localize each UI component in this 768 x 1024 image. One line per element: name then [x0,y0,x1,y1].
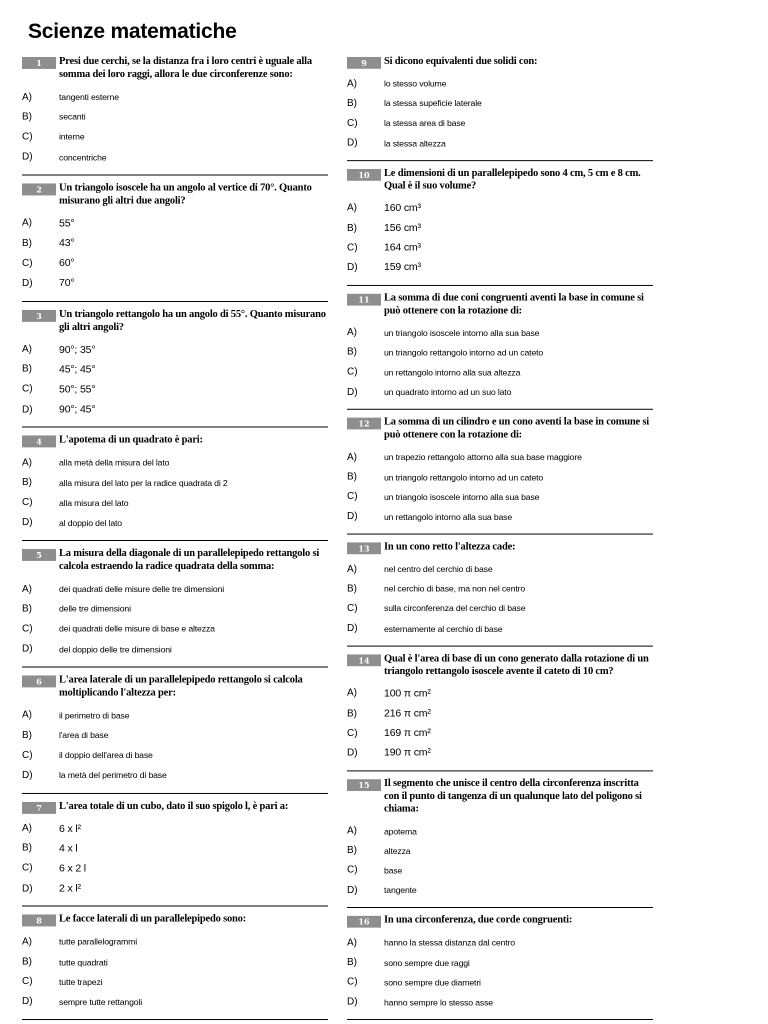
answer-option-letter: A) [347,937,357,949]
answer-option-letter: B) [347,347,357,358]
question-header [347,55,653,68]
answer-option-text: 159 cm³ [384,261,421,274]
answer-option-letter: A) [22,709,32,721]
question-text: L'area laterale di un parallelepipedo rettangolo si calcola moltiplicando l'altezza per: [59,674,303,699]
answer-option-letter: B) [347,957,357,968]
question-header [347,540,653,553]
answer-option-letter: B) [347,845,357,857]
answer-option [22,339,328,359]
answer-option [347,74,653,94]
answer-option-letter: C) [347,727,358,739]
answer-option-text: un quadrato intorno ad un suo lato [384,387,512,398]
answer-option-letter: C) [347,603,358,615]
answer-option [22,400,328,420]
answer-option [22,513,328,533]
answer-option [347,133,653,153]
answer-option-text: alla metà della misura del lato [59,457,170,468]
answer-option [347,382,653,402]
answer-option-letter: B) [22,364,32,375]
answer-option-text: nel cerchio di base, ma non nel centro [384,583,526,594]
question-text: Un triangolo rettangolo ha un angolo di 55°. Quanto misurano gli altri angoli? [59,308,326,333]
question-block [22,913,328,1020]
answer-option-text: sono sempre due diametri [384,977,481,988]
answer-option-letter: A) [22,936,32,948]
answer-option [347,94,653,114]
answer-option-letter: C) [347,976,358,988]
answer-option [22,273,328,293]
answer-option-letter: D) [22,643,33,655]
right-question-column [347,55,653,1020]
answer-option [347,933,653,953]
answer-option [347,723,653,743]
answer-option-letter: B) [347,98,357,109]
answer-option-letter: C) [22,863,33,875]
question-number-badge: 2 [22,183,56,195]
answer-option-text: lo stesso volume [384,78,447,89]
answer-option-text: 190 π cm² [384,747,431,760]
answer-option [347,113,653,133]
question-number-badge: 1 [22,57,56,69]
answer-option [22,579,328,599]
question-block [347,416,653,535]
answer-option-text: secanti [59,112,86,123]
question-text: Le facce laterali di un parallelepipedo sono: [59,913,246,925]
answer-option-text: alla misura del lato per la radice quadrata di 2 [59,477,228,488]
question-block [347,167,653,286]
answer-option [22,253,328,273]
answer-option [347,704,653,724]
answer-option [347,238,653,258]
answer-option-text: un triangolo rettangolo intorno ad un cateto [384,347,544,358]
question-block [22,434,328,541]
answer-option-letter: C) [347,366,358,378]
question-number-badge: 14 [347,654,381,666]
answer-option [347,218,653,238]
answer-option [347,953,653,973]
answer-option [22,359,328,379]
question-number-badge: 8 [22,915,56,927]
answer-option-text: 4 x l [59,842,78,855]
answer-option [22,87,328,107]
answer-option-text: sempre tutte rettangoli [59,997,142,1007]
question-header [347,291,653,317]
answer-option [22,213,328,233]
answer-option-text: tutte parallelogrammi [59,936,137,947]
answer-option-letter: D) [347,623,358,634]
answer-option-text: 43° [59,237,75,250]
answer-option-letter: C) [22,749,33,761]
answer-option-text: hanno la stessa distanza dal centro [384,937,515,948]
answer-option-text: sulla circonferenza del cerchio di base [384,603,526,614]
answer-option [22,599,328,619]
question-block [22,181,328,301]
answer-option [22,745,328,765]
answer-option-text: nel centro del cerchio di base [384,564,493,574]
question-header [22,181,328,207]
question-text: In un cono retto l'altezza cade: [384,541,516,553]
answer-option-letter: D) [22,883,33,895]
answer-option-letter: B) [22,956,32,968]
answer-option [22,972,328,992]
answer-option-letter: C) [347,491,358,503]
answer-option-text: il perimetro di base [59,710,130,721]
answer-option-text: 55° [59,217,75,230]
answer-option-letter: B) [22,111,32,123]
answer-option-letter: C) [347,117,358,129]
answer-option [22,765,328,785]
answer-option [22,952,328,972]
question-text: Presi due cerchi, se la distanza fra i loro centri è uguale alla somma dei loro raggi, allora le due circonferenze sono: [59,55,312,80]
question-text: Le dimensioni di un parallelepipedo sono 4 cm, 5 cm e 8 cm. Qual è il suo volume? [384,167,641,192]
answer-option-text: altezza [384,845,411,856]
answer-option-letter: D) [347,511,358,523]
answer-option [347,599,653,619]
answer-option-letter: D) [22,404,33,416]
answer-option-text: la metà del perimetro di base [59,770,167,781]
answer-option-text: un rettangolo intorno alla sua altezza [384,367,521,378]
answer-option [22,107,328,127]
answer-option-text: al doppio del lato [59,518,122,528]
answer-option-letter: B) [22,843,32,854]
answer-option-letter: D) [347,137,358,149]
question-text: In una circonferenza, due corde congruenti: [384,915,573,926]
answer-option-letter: B) [347,708,357,719]
question-text: L'apotema di un quadrato è pari: [59,434,203,446]
answer-option-letter: A) [347,78,357,89]
question-text: Si dicono equivalenti due solidi con: [384,55,538,67]
answer-option-text: base [384,865,403,876]
question-number-badge: 3 [22,309,56,321]
answer-option-text: un trapezio rettangolo attorno alla sua base maggiore [384,452,582,463]
question-number-badge: 16 [347,916,381,928]
answer-option-text: tangenti esterne [59,91,119,102]
answer-option-letter: A) [347,451,357,463]
question-number-badge: 13 [347,542,381,554]
answer-option-letter: C) [22,131,33,143]
answer-option-text: un triangolo isoscele intorno alla sua base [384,492,540,502]
answer-option-text: 169 π cm² [384,727,431,740]
answer-option [22,380,328,400]
answer-option [347,619,653,639]
answer-option-letter: B) [347,471,357,483]
question-text: La somma di un cilindro e un cono aventi la base in comune si può ottenere con la rotazione di: [384,416,650,441]
answer-option [347,972,653,992]
question-text: La somma di due coni congruenti aventi la base in comune si può ottenere con la rotazione di: [384,292,644,316]
question-header [22,547,328,573]
question-header [347,652,653,678]
question-header [22,913,328,926]
question-block [22,799,328,906]
answer-option-text: la stessa area di base [384,118,466,129]
answer-option [347,323,653,343]
question-number-badge: 15 [347,779,381,791]
question-header [22,434,328,447]
answer-option-letter: C) [22,497,33,509]
answer-option-text: sono sempre due raggi [384,957,470,968]
answer-option-text: concentriche [59,152,107,163]
question-header [22,55,328,81]
question-text: L'area totale di un cubo, dato il suo spigolo l, è pari a: [59,800,289,812]
answer-option [347,821,653,841]
answer-option [22,818,328,838]
answer-option-letter: B) [22,477,32,489]
answer-option-letter: C) [22,384,33,396]
answer-option-text: interne [59,132,85,143]
answer-option-letter: D) [347,885,358,896]
answer-option [347,362,653,382]
answer-option-text: tangente [384,885,417,896]
question-block [347,652,653,771]
left-question-column [22,55,328,1020]
answer-option [347,198,653,218]
answer-option-text: apotema [384,826,417,836]
answer-option-text: 70° [59,277,75,290]
answer-option-text: tutte quadrati [59,956,108,967]
answer-option-letter: D) [22,517,33,529]
question-header [347,777,653,815]
answer-option [347,841,653,861]
answer-option [22,473,328,493]
answer-option-letter: D) [22,151,33,163]
question-number-badge: 11 [347,293,381,305]
answer-option-text: l'area di base [59,730,109,741]
question-text: Qual è l'area di base di un cono generato dalla rotazione di un triangolo rettangolo isoscele avente il cateto di 10 cm? [384,653,649,677]
answer-option [347,861,653,881]
answer-option [347,743,653,763]
question-text: La misura della diagonale di un parallelepipedo rettangolo si calcola estraendo la radice quadrata della somma: [59,547,320,572]
answer-option-letter: A) [347,202,357,214]
question-number-badge: 10 [347,169,381,181]
question-block [22,673,328,793]
answer-option-letter: A) [22,217,32,229]
answer-option-letter: C) [347,865,358,877]
answer-option-letter: B) [347,222,357,234]
answer-option [22,725,328,745]
answer-option-text: 100 π cm² [384,687,431,700]
answer-option [347,447,653,467]
answer-option [22,859,328,879]
answer-option-text: 45°; 45° [59,363,96,376]
answer-option [22,639,328,659]
question-header [22,307,328,333]
answer-option [347,684,653,704]
answer-option [22,619,328,639]
answer-option [22,932,328,952]
answer-option-text: 90°; 35° [59,343,96,356]
answer-option [347,881,653,901]
question-number-badge: 12 [347,418,381,430]
answer-option-text: alla misura del lato [59,497,129,508]
answer-option-letter: D) [22,996,33,1008]
answer-option-letter: D) [347,996,358,1008]
answer-option-letter: B) [22,237,32,249]
answer-option-text: la stessa altezza [384,138,446,149]
answer-option-letter: A) [347,327,357,339]
answer-option-text: 160 cm³ [384,202,421,215]
answer-option-text: tutte trapezi [59,976,103,987]
answer-option-letter: C) [347,242,358,254]
answer-option [347,507,653,527]
answer-option [347,579,653,599]
answer-option [22,838,328,858]
answer-option-text: hanno sempre lo stesso asse [384,997,493,1008]
answer-option-letter: A) [347,825,357,837]
answer-option-text: la stessa supeficie laterale [384,98,482,109]
question-number-badge: 9 [347,57,381,69]
answer-option [22,992,328,1012]
answer-option-letter: D) [347,262,358,274]
answer-option-text: dei quadrati delle misure delle tre dimensioni [59,583,225,594]
answer-option-text: un rettangolo intorno alla sua base [384,511,513,522]
answer-option-text: un triangolo isoscele intorno alla sua base [384,327,540,338]
answer-option [347,992,653,1012]
answer-option-text: 216 π cm² [384,707,431,720]
answer-option-letter: B) [22,729,32,741]
question-block [22,55,328,175]
answer-option-letter: A) [22,91,32,103]
answer-option-text: delle tre dimensioni [59,604,131,614]
answer-option [22,493,328,513]
answer-option [347,258,653,278]
answer-option [22,879,328,899]
answer-option-letter: A) [347,688,357,700]
answer-option-text: il doppio dell'area di base [59,750,153,761]
answer-option-text: 6 x 2 l [59,862,86,875]
question-number-badge: 5 [22,549,56,561]
answer-option-text: dei quadrati delle misure di base e altezza [59,624,215,635]
answer-option-letter: D) [22,769,33,781]
answer-option [347,343,653,363]
question-number-badge: 7 [22,801,56,813]
question-header [22,673,328,699]
answer-option-text: 164 cm³ [384,241,421,254]
answer-option-text: 60° [59,257,75,270]
question-text: Un triangolo isoscele ha un angolo al vertice di 70°. Quanto misurano gli altri due angoli? [59,182,312,207]
question-block [22,547,328,667]
answer-option-letter: A) [22,822,32,834]
question-block [347,55,653,161]
answer-option-text: 90°; 45° [59,403,96,416]
answer-option-letter: D) [22,277,33,289]
question-block [347,777,653,908]
answer-option-text: esternamente al cerchio di base [384,623,503,634]
question-block [347,291,653,410]
answer-option [347,487,653,507]
answer-option-letter: B) [22,603,32,615]
question-number-badge: 6 [22,675,56,687]
answer-option [347,467,653,487]
answer-option-letter: A) [347,563,357,575]
answer-option-text: 156 cm³ [384,222,421,234]
answer-option-letter: C) [22,976,33,988]
answer-option-text: 6 x l² [59,822,81,835]
page-title: Scienze matematiche [28,20,237,43]
question-block [347,540,653,646]
answer-option-text: un triangolo rettangolo intorno ad un cateto [384,472,544,483]
answer-option [22,127,328,147]
answer-option [347,559,653,579]
answer-option-letter: C) [22,623,33,635]
answer-option-text: 2 x l² [59,882,81,895]
answer-option-letter: A) [22,457,32,469]
question-header [347,416,653,442]
answer-option-letter: A) [22,583,32,595]
question-header [347,914,653,927]
question-header [347,167,653,193]
answer-option [22,453,328,473]
question-header [22,799,328,812]
answer-option-letter: B) [347,583,357,595]
question-number-badge: 4 [22,436,56,448]
answer-option-letter: D) [347,386,358,398]
question-block [347,914,653,1020]
answer-option [22,147,328,167]
answer-option-letter: D) [347,747,358,759]
question-block [22,307,328,427]
answer-option [22,233,328,253]
answer-option-letter: C) [22,257,33,269]
answer-option [22,705,328,725]
question-text: Il segmento che unisce il centro della circonferenza inscritta con il punto di tangenza di un qualunque lato del poligono si chiama: [384,777,642,815]
answer-option-text: 50°; 55° [59,383,96,396]
answer-option-text: del doppio delle tre dimensioni [59,644,172,655]
answer-option-letter: A) [22,343,32,355]
